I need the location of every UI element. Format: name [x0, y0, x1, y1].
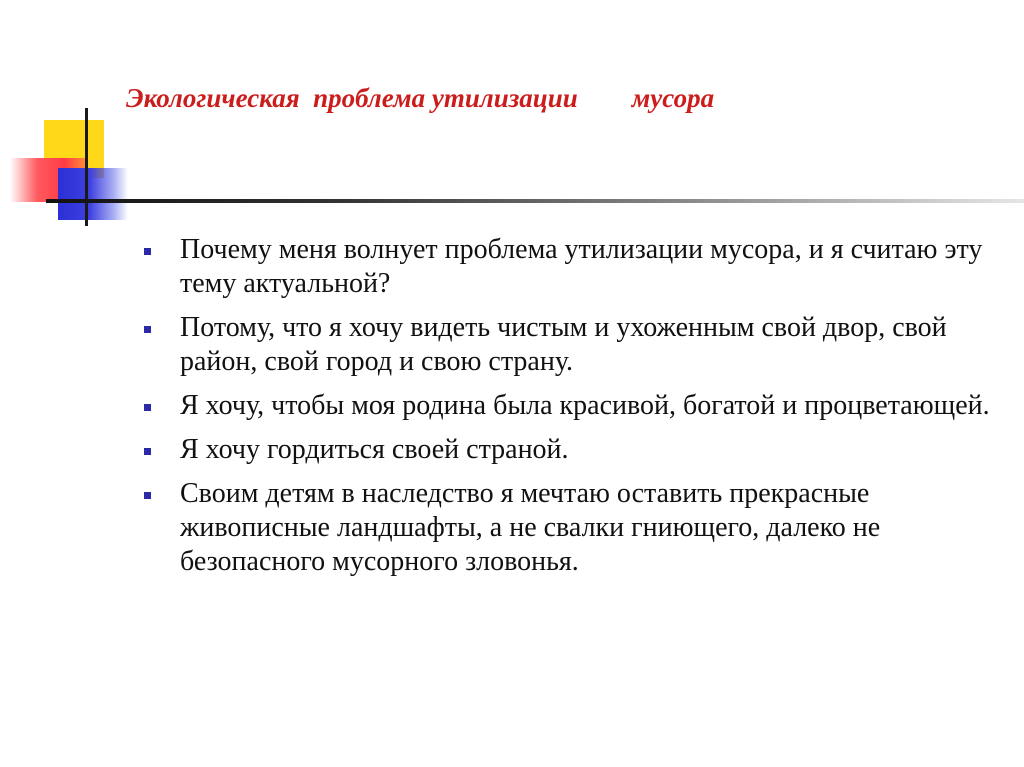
- list-item: [140, 233, 1000, 301]
- bullet-square-icon: [144, 404, 151, 411]
- list-item-text: Своим детям в наследство я мечтаю оставить прекрасные живописные ландшафты, а не свалки гниющего, далеко не безопасного мусорного зловонья.: [180, 478, 881, 577]
- corner-ornament: [0, 0, 1024, 240]
- list-item-text: Почему меня волнует проблема утилизации мусора, и я считаю эту тему актуальной?: [180, 234, 983, 299]
- vertical-divider-line: [85, 108, 88, 226]
- bullet-list: [140, 233, 1000, 589]
- list-item-text: Я хочу гордиться своей страной.: [180, 434, 569, 465]
- list-item: [140, 433, 1000, 467]
- bullet-square-icon: [144, 492, 151, 499]
- list-item-text: Я хочу, чтобы моя родина была красивой, богатой и процветающей.: [180, 390, 990, 421]
- list-item: [140, 389, 1000, 423]
- bullet-square-icon: [144, 326, 151, 333]
- list-item: [140, 311, 1000, 379]
- list-item: [140, 477, 1000, 579]
- horizontal-divider-line: [46, 199, 1024, 203]
- blue-square-decoration: [58, 168, 128, 220]
- list-item-text: Потому, что я хочу видеть чистым и ухоженным свой двор, свой район, свой город и свою страну.: [180, 312, 947, 377]
- bullet-square-icon: [144, 448, 151, 455]
- bullet-square-icon: [144, 248, 151, 255]
- slide-title: Экологическая проблема утилизации мусора: [126, 83, 715, 113]
